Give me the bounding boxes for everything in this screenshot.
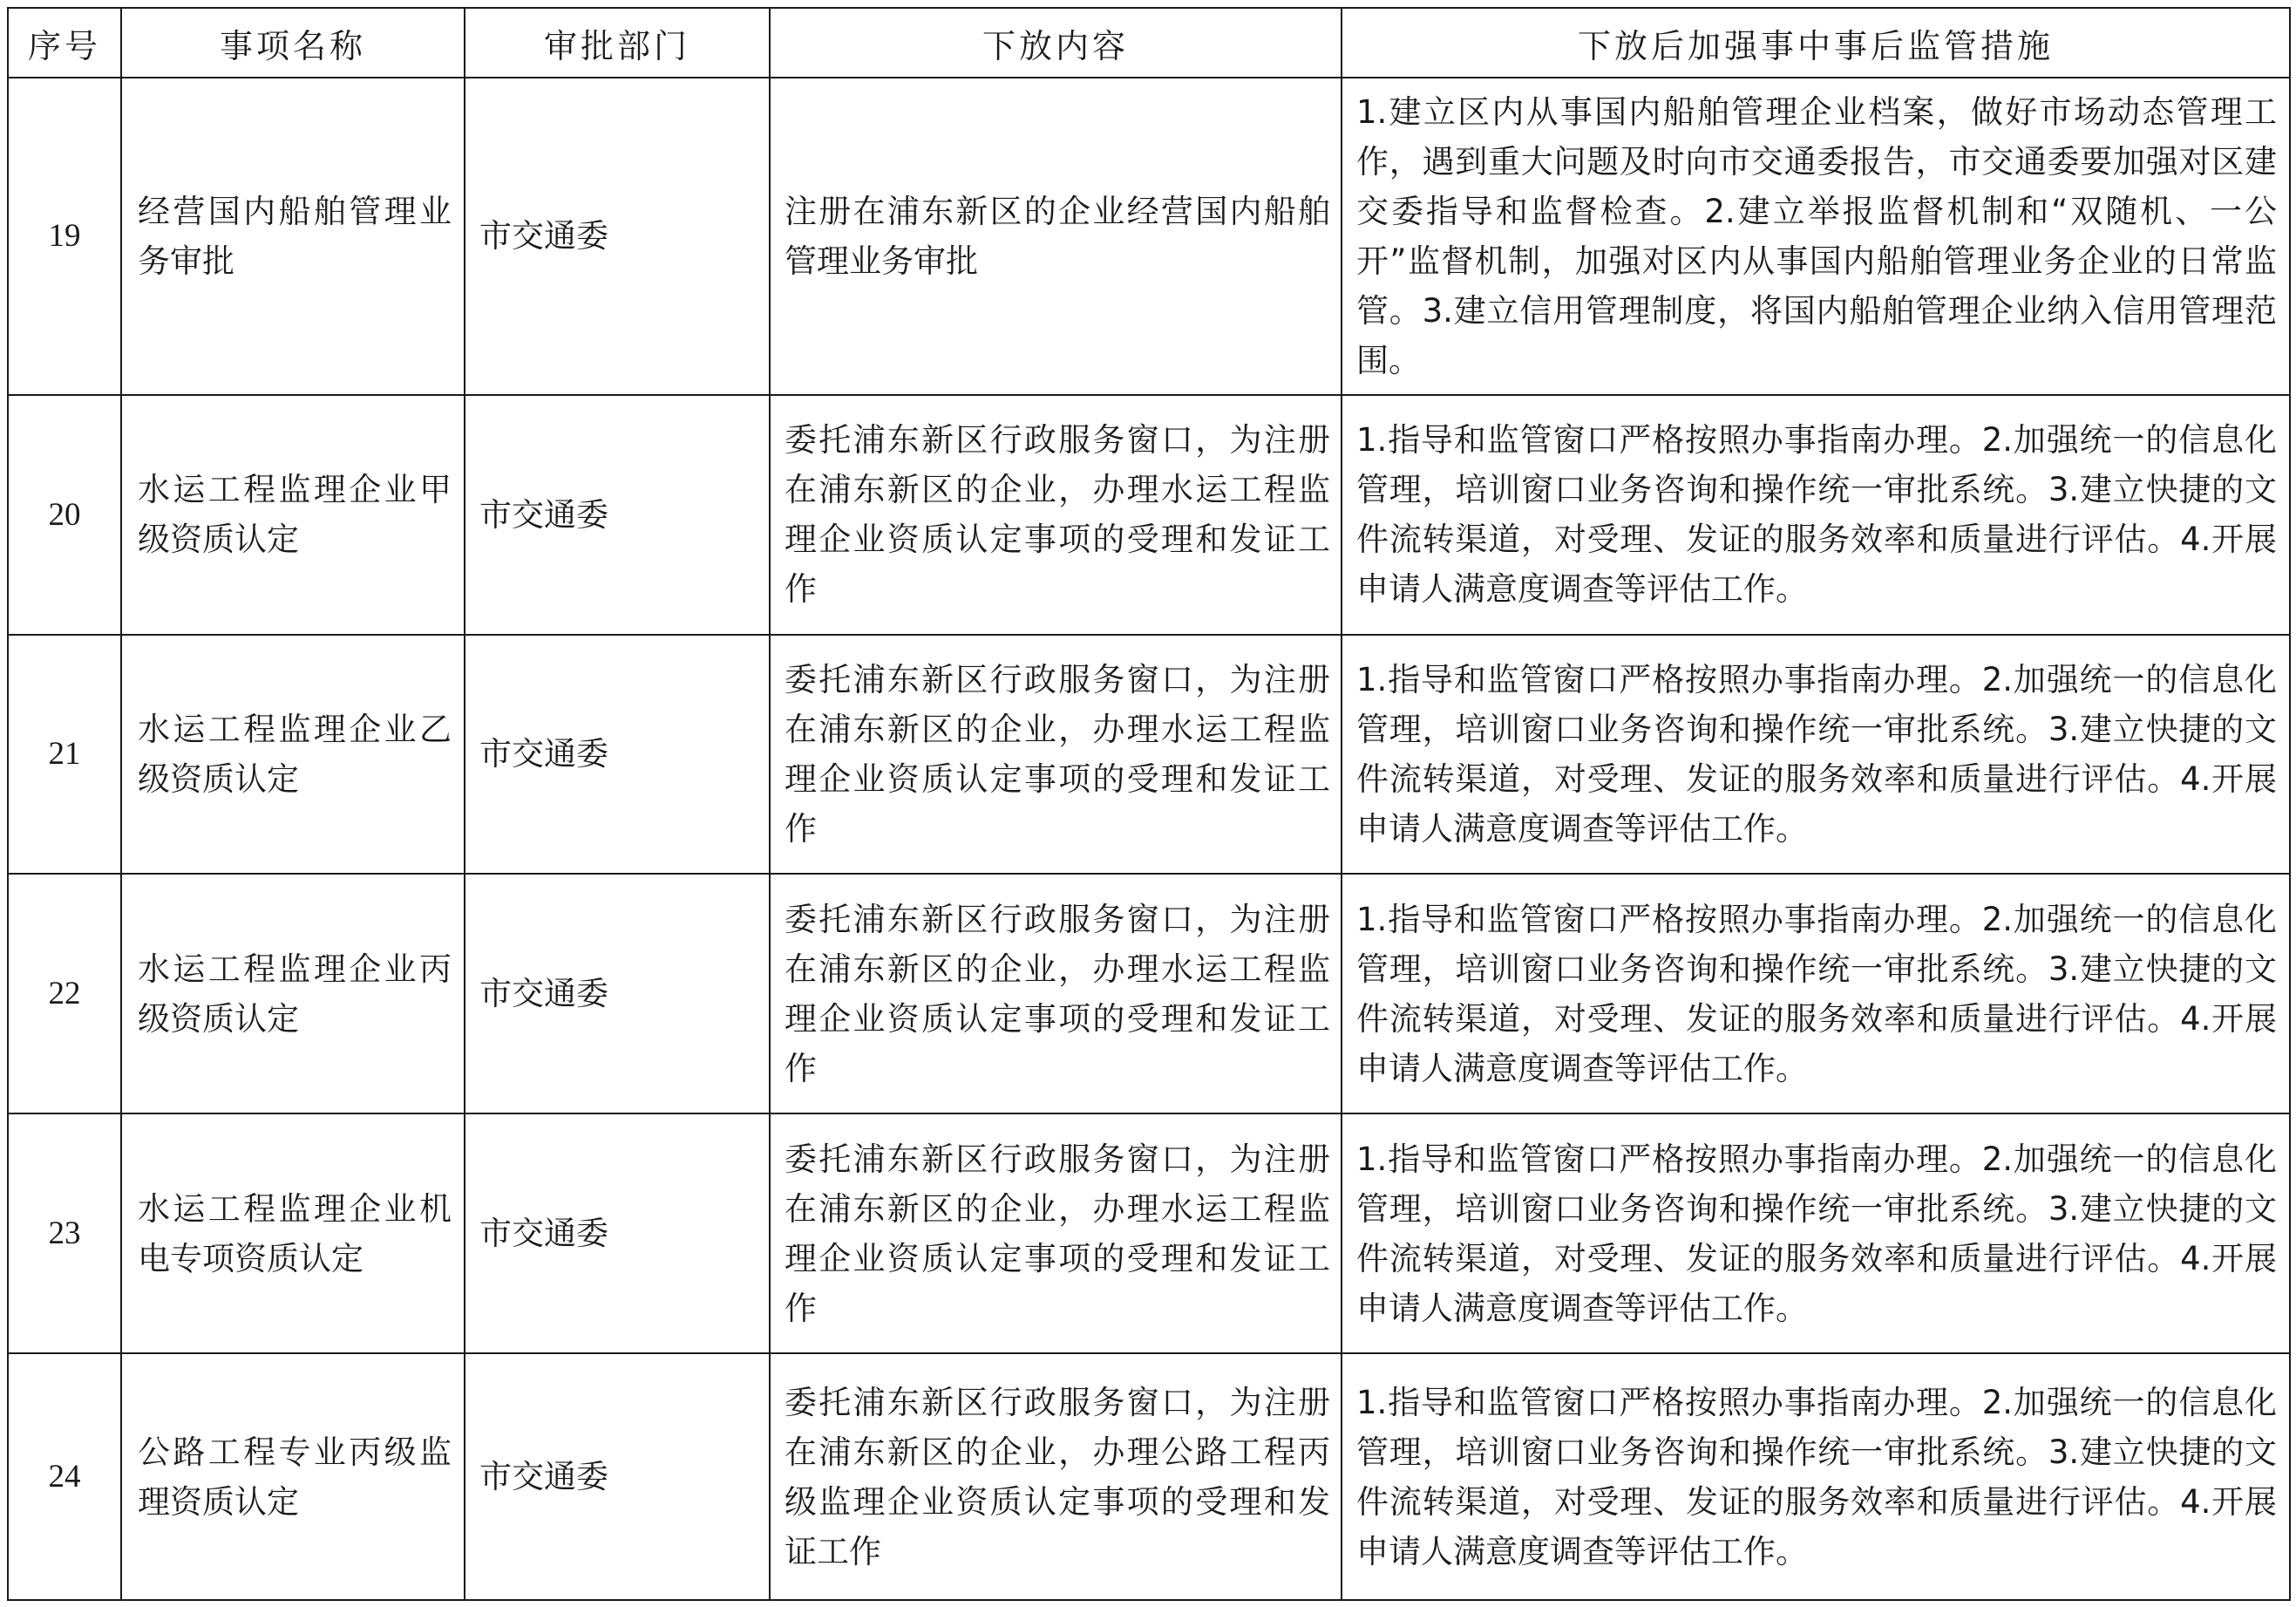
row-measures: 1.指导和监管窗口严格按照办事指南办理。2.加强统一的信息化管理，培训窗口业务咨询和操作统一审批系统。3.建立快捷的文件流转渠道，对受理、发证的服务效率和质量进行评估。4.开展申请人满意度调查等评估工作。 (1342, 395, 2290, 635)
row-name: 经营国内船舶管理业务审批 (121, 78, 465, 395)
row-measures: 1.指导和监管窗口严格按照办事指南办理。2.加强统一的信息化管理，培训窗口业务咨询和操作统一审批系统。3.建立快捷的文件流转渠道，对受理、发证的服务效率和质量进行评估。4.开展申请人满意度调查等评估工作。 (1342, 1113, 2290, 1353)
row-content: 注册在浦东新区的企业经营国内船舶管理业务审批 (770, 78, 1342, 395)
document-page (7, 7, 2289, 1601)
row-num: 19 (8, 78, 121, 395)
row-dept: 市交通委 (465, 1113, 770, 1353)
row-measures: 1.指导和监管窗口严格按照办事指南办理。2.加强统一的信息化管理，培训窗口业务咨询和操作统一审批系统。3.建立快捷的文件流转渠道，对受理、发证的服务效率和质量进行评估。4.开展申请人满意度调查等评估工作。 (1342, 635, 2290, 875)
row-dept: 市交通委 (465, 874, 770, 1113)
row-name: 水运工程监理企业甲级资质认定 (121, 395, 465, 635)
header-content: 下放内容 (770, 8, 1342, 78)
table-row (8, 78, 2290, 395)
row-dept: 市交通委 (465, 395, 770, 635)
row-dept: 市交通委 (465, 635, 770, 875)
table-row (8, 874, 2290, 1113)
row-content: 委托浦东新区行政服务窗口，为注册在浦东新区的企业，办理水运工程监理企业资质认定事项的受理和发证工作 (770, 395, 1342, 635)
table-row (8, 395, 2290, 635)
header-num: 序号 (8, 8, 121, 78)
row-name: 水运工程监理企业丙级资质认定 (121, 874, 465, 1113)
row-content: 委托浦东新区行政服务窗口，为注册在浦东新区的企业，办理公路工程丙级监理企业资质认定事项的受理和发证工作 (770, 1353, 1342, 1600)
header-measures: 下放后加强事中事后监管措施 (1342, 8, 2290, 78)
row-content: 委托浦东新区行政服务窗口，为注册在浦东新区的企业，办理水运工程监理企业资质认定事项的受理和发证工作 (770, 1113, 1342, 1353)
row-measures: 1.指导和监管窗口严格按照办事指南办理。2.加强统一的信息化管理，培训窗口业务咨询和操作统一审批系统。3.建立快捷的文件流转渠道，对受理、发证的服务效率和质量进行评估。4.开展申请人满意度调查等评估工作。 (1342, 1353, 2290, 1600)
table-row (8, 635, 2290, 875)
row-name: 水运工程监理企业乙级资质认定 (121, 635, 465, 875)
row-measures: 1.建立区内从事国内船舶管理企业档案，做好市场动态管理工作，遇到重大问题及时向市交通委报告，市交通委要加强对区建交委指导和监督检查。2.建立举报监督机制和“双随机、一公开”监督机制，加强对区内从事国内船舶管理业务企业的日常监管。3.建立信用管理制度，将国内船舶管理企业纳入信用管理范围。 (1342, 78, 2290, 395)
row-num: 20 (8, 395, 121, 635)
table-row (8, 1113, 2290, 1353)
header-dept: 审批部门 (465, 8, 770, 78)
row-measures: 1.指导和监管窗口严格按照办事指南办理。2.加强统一的信息化管理，培训窗口业务咨询和操作统一审批系统。3.建立快捷的文件流转渠道，对受理、发证的服务效率和质量进行评估。4.开展申请人满意度调查等评估工作。 (1342, 874, 2290, 1113)
delegation-table (7, 7, 2291, 1601)
table-row (8, 1353, 2290, 1600)
row-num: 23 (8, 1113, 121, 1353)
row-content: 委托浦东新区行政服务窗口，为注册在浦东新区的企业，办理水运工程监理企业资质认定事项的受理和发证工作 (770, 635, 1342, 875)
row-num: 24 (8, 1353, 121, 1600)
row-name: 公路工程专业丙级监理资质认定 (121, 1353, 465, 1600)
row-dept: 市交通委 (465, 1353, 770, 1600)
row-num: 22 (8, 874, 121, 1113)
row-content: 委托浦东新区行政服务窗口，为注册在浦东新区的企业，办理水运工程监理企业资质认定事项的受理和发证工作 (770, 874, 1342, 1113)
row-name: 水运工程监理企业机电专项资质认定 (121, 1113, 465, 1353)
row-dept: 市交通委 (465, 78, 770, 395)
header-name: 事项名称 (121, 8, 465, 78)
header-row (8, 8, 2290, 78)
row-num: 21 (8, 635, 121, 875)
